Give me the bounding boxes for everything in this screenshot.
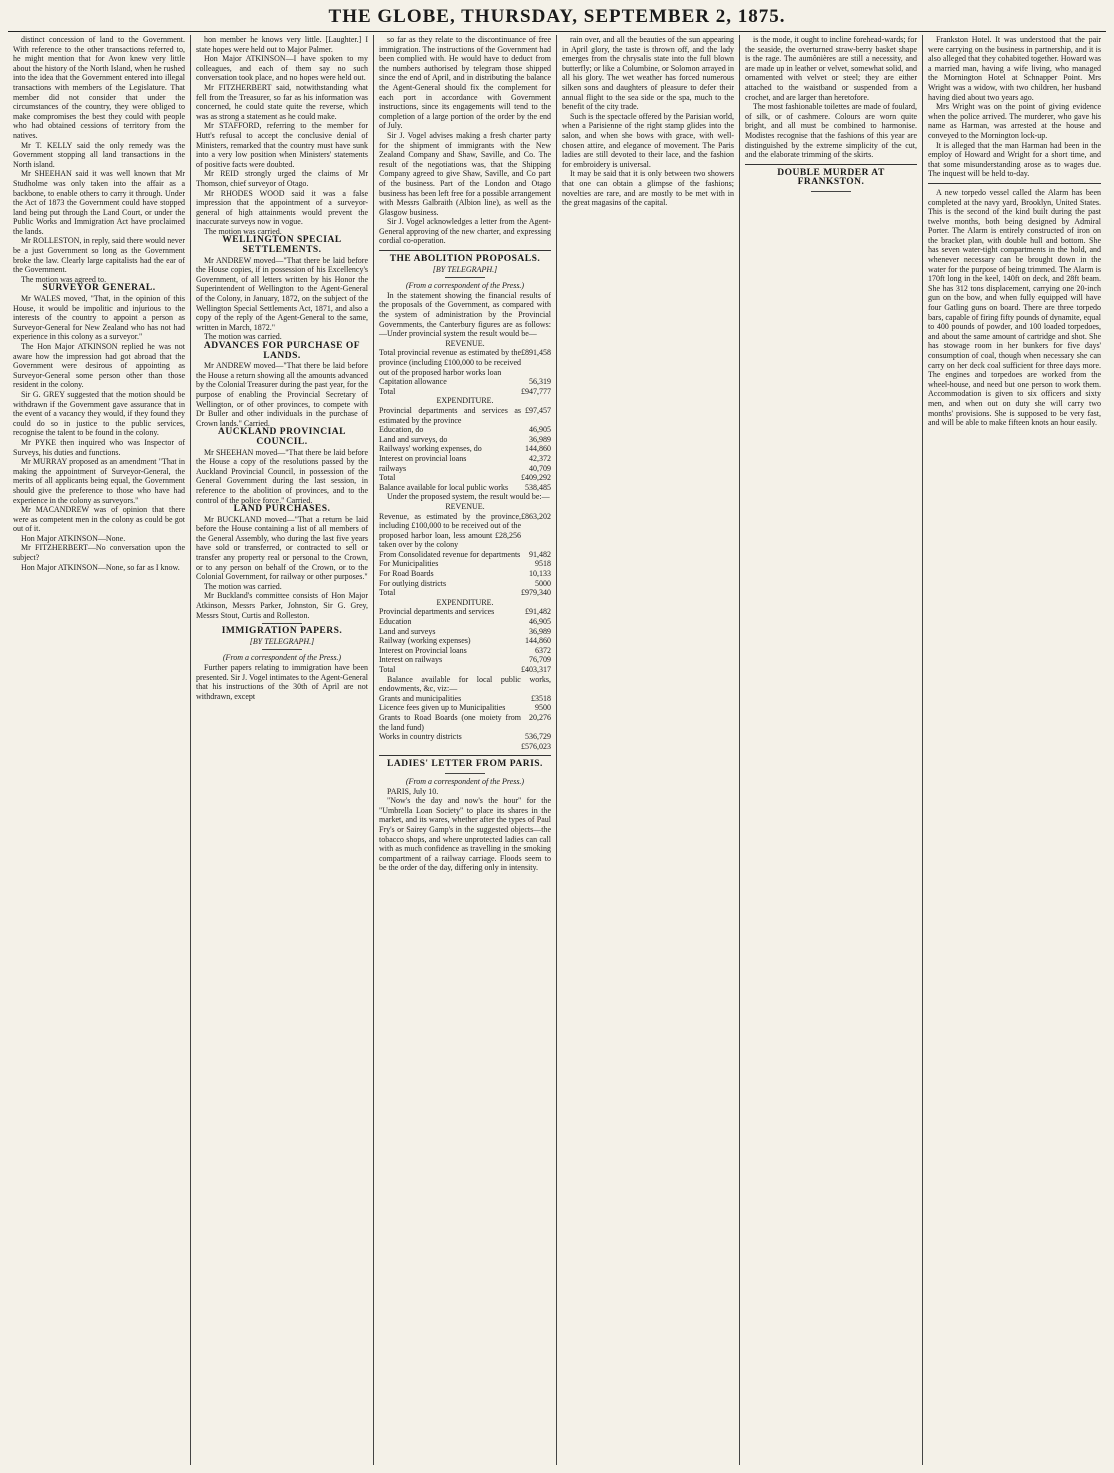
grants-table (379, 694, 551, 752)
table-row (379, 732, 551, 742)
row-amount: 36,989 (529, 434, 551, 444)
table-row (379, 646, 551, 656)
table-row (379, 464, 551, 474)
masthead-rule (8, 31, 1106, 32)
row-amount: 40,709 (529, 463, 551, 473)
paragraph: The most fashionable toilettes are made of foulard, of silk, or of cashmere. Colours are worn quite bright, and all must be combined to harmonise. Modistes recognise that the fashions of this year are distinguished by the extreme simplicity of the cut, and the elaborate trimming of the skirts. (745, 102, 917, 160)
section-heading: DOUBLE MURDER AT FRANKSTON. (777, 167, 885, 188)
table-row (379, 377, 551, 387)
paragraph: PARIS, July 10. (387, 786, 439, 796)
table-row (379, 454, 551, 464)
col3b-paragraphs (379, 291, 551, 339)
col1b-paragraphs (13, 294, 185, 572)
row-amount: £979,340 (521, 588, 551, 598)
col2d-paragraphs (196, 448, 368, 506)
row-label: Balance available for local public works (379, 482, 509, 492)
paragraph: Mr FITZHERBERT said, notwithstanding what fell from the Treasurer, so far as his information was concerned, he could state quite the reverse, which was as strong a statement as he could make. (196, 82, 368, 121)
row-label: Land and surveys, do (379, 434, 448, 444)
paragraph: Mr ANDREW moved—"That there be laid before the House a return showing all the amounts advanced by the Colonial Treasurer during the past year, for the purpose of enabling the Provincial Secretary of Wellington, or of other provinces, to compete with Dr Buller and other individuals in the purchase of Crown lands." Carried. (196, 361, 368, 428)
table-section-title: EXPENDITURE. (436, 597, 494, 607)
paragraph: Mr Buckland's committee consists of Hon Major Atkinson, Messrs Parker, Johnston, Sir G. Grey, Messrs Stout, Curtis and Rolleston. (196, 591, 368, 620)
column-2 (191, 35, 374, 1465)
table-row (379, 406, 551, 425)
col6b-paragraphs (928, 188, 1101, 428)
table-row (379, 655, 551, 665)
paragraph: The Hon Major ATKINSON replied he was not aware how the impression had got abroad that the Government were desirous of appointing as Surveyor-General some person other than those resident in the colony. (13, 342, 185, 390)
row-label: Licence fees given up to Municipalities (379, 703, 506, 713)
table-row (379, 348, 551, 377)
row-amount: 36,989 (529, 626, 551, 636)
table-row (379, 703, 551, 713)
table-section-title: REVENUE. (445, 501, 485, 511)
row-amount: £891,458 (521, 348, 551, 358)
column-6 (923, 35, 1106, 1465)
row-amount: 9518 (535, 559, 551, 569)
paragraph: Mr FITZHERBERT—No conversation upon the subject? (13, 543, 185, 563)
row-amount: 538,485 (525, 482, 551, 492)
expenditure-table (379, 406, 551, 492)
section-heading: SURVEYOR GENERAL. (42, 283, 156, 294)
table-row (379, 617, 551, 627)
table-row (379, 425, 551, 435)
row-label: For outlying districts (379, 578, 447, 588)
row-amount: £3518 (531, 693, 551, 703)
table-section-title: REVENUE. (445, 338, 485, 348)
paragraph: Mr BUCKLAND moved—"That a return be laid before the House containing a list of all members of the General Assembly, who during the last five years have sold or transferred, or contracted to sell or transfer any property real or personal to the Crown, or to any person on behalf of the Crown, or to the Colonial Government, for railway or other purposes." (196, 514, 368, 582)
section-heading: LADIES' LETTER FROM PARIS. (387, 759, 543, 770)
section-heading: WELLINGTON SPECIAL SETTLEMENTS. (222, 235, 342, 256)
section-heading: AUCKLAND PROVINCIAL COUNCIL. (218, 427, 346, 447)
paragraph: Mr MACANDREW was of opinion that there were as competent men in the colony as could be got out of it. (13, 505, 185, 534)
row-label: Interest on Provincial loans (379, 645, 467, 655)
row-amount: 56,319 (529, 377, 551, 387)
section-subheading: [BY TELEGRAPH.] (432, 264, 498, 274)
row-amount: £91,482 (525, 607, 551, 617)
section-heading: IMMIGRATION PAPERS. (221, 626, 343, 637)
column-1 (8, 35, 191, 1465)
row-label: Interest on railways (379, 655, 443, 665)
row-label: From Consolidated revenue for departments (379, 549, 521, 559)
row-label: Total (379, 588, 396, 598)
paragraph: The motion was agreed to. (21, 274, 107, 284)
row-amount: 76,709 (529, 655, 551, 665)
paragraph: Hon Major ATKINSON—None. (21, 533, 126, 543)
row-amount: 9500 (535, 703, 551, 713)
table-row (379, 473, 551, 483)
row-amount: 42,372 (529, 453, 551, 463)
paragraph: Further papers relating to immigration have been presented. Sir J. Vogel intimates to the Agent-General that his instructions of the 30th of April are not withdrawn, except (196, 663, 368, 701)
row-amount: 536,729 (525, 732, 551, 742)
col3-paragraphs (379, 35, 551, 246)
divider (745, 164, 917, 165)
row-label: Land and surveys (379, 626, 436, 636)
row-label: Provincial departments and services as estimated by the province (379, 405, 521, 425)
table-row (379, 483, 551, 493)
paragraph: A new torpedo vessel called the Alarm has been completed at the navy yard, Brooklyn, United States. This is the second of the kind built during the past twelve months, both being designed by Admiral Porter. The Alarm is entirely constructed of iron on the bracket plan, with double hull and bottom. She has seven water-tight compartments in the hold, and whenever necessary can be brought down in the water for the purpose of being trimmed. The Alarm is 170ft long in the keel, 140ft on deck, and 28ft beam. She has 312 tons displacement, carrying one 20-inch gun on the bow, and when fully equipped will have four Gatling guns on board. There are three torpedo bars, capable of firing fifty pounds of dynamite, equal to 400 pounds of powder, and 100 loaded torpedoes, and about the same amount of cartridge and shot. She has stowage room in her bunkers for five days' consumption of coal, though when necessary she can carry on her deck coal sufficient for three days more. The engines and torpedoes are worked from the wheel-house, and need but one person to work them. Accommodation is given to six officers and sixty men, and when out on duty she will carry two months' provisions. She is supposed to be very fast, and will be able to make fifteen knots an hour easily. (928, 187, 1101, 428)
section-heading: LAND PURCHASES. (233, 504, 331, 515)
row-label: Provincial departments and services (379, 607, 495, 617)
section-subheading: (From a correspondent of the Press.) (405, 281, 525, 291)
paragraph: Mrs Wright was on the point of giving evidence when the police arrived. The murderer, who gave his name as Harman, was arrested at the house and conveyed to the Mornington lock-up. (928, 102, 1101, 140)
row-label (379, 742, 521, 752)
paragraph: Mr SHEEHAN said it was well known that Mr Studholme was only taken into the affair as a backbone, to enable others to carry it through. Under the Act of 1873 the Government could have stopped land being put through the Land Court, or under the Public Works and Immigration Act have proclaimed the lands. (13, 169, 185, 236)
row-amount: £409,292 (521, 473, 551, 483)
paragraph: The motion was carried. (204, 226, 282, 236)
table-row (379, 588, 551, 598)
paragraph: Sir J. Vogel advises making a fresh charter party for the shipment of immigrants with the New Zealand Company and Shaw, Saville, and Co. The result of the negotiations was, that the Shipping Company agreed to give Shaw, Saville, and Co part of the business. Part of the London and Otago business has been left free for a possible arrangement with Messrs Galbraith (Albion line), as well as the Glasgow business. (379, 130, 551, 217)
column-3 (374, 35, 557, 1465)
paragraph: In the statement showing the financial results of the proposals of the Government, as compared with the system of administration by the Provincial Governments, the Canterbury figures are as follows:—Under provincial system the result would be— (379, 290, 551, 339)
divider (262, 649, 302, 650)
row-label: For Road Boards (379, 569, 434, 579)
table-row (379, 550, 551, 560)
paragraph: Mr MURRAY proposed as an amendment "That in making the appointment of Surveyor-General, the merits of all applicants being equal, the Government should give the preference to those who have had experience in the colony as surveyors." (13, 457, 185, 505)
paragraph: Such is the spectacle offered by the Parisian world, when a Parisienne of the right stamp glides into the salon, and when she bows with grace, with well-chosen attire, and elegance of movement. The Paris ladies are still devoted to their lace, and the fashion for embroidery is universal. (562, 111, 734, 169)
paragraph: Mr WALES moved, "That, in the opinion of this House, it would be impolitic and injurious to the interests of the country to appoint a person as Surveyor-General for New Zealand who has not had experience in this colony as a surveyor." (13, 294, 185, 342)
divider (811, 191, 851, 192)
row-label: Total (379, 386, 396, 396)
paragraph: Frankston Hotel. It was understood that the pair were carrying on the business in partnership, and it is also alleged that they cohabited together. Howard was a married man, having a wife living, who managed the Mornington Hotel at Schnapper Point. Mrs Wright was a widow, with two children, her husband having died about two years ago. (928, 35, 1101, 102)
col2e-paragraphs (196, 515, 368, 621)
paragraph: Mr ANDREW moved—"That there be laid before the House copies, if in possession of his Excellency's Government, of all letters written by his Honor the Superintendent of Wellington to the Agent-General of the Colony, in January, 1872, on the subject of the Wellington Special Settlements Act, 1871, and also a copy of the reply of the Agent-General to the same, written in March, 1872." (196, 255, 368, 332)
row-label: Interest on provincial loans (379, 453, 467, 463)
paragraph: hon member he knows very little. [Laughter.] I state hopes were held out to Major Palmer. (196, 35, 368, 54)
paragraph: Mr SHEEHAN moved—"That there be laid before the House a copy of the resolutions passed by the Auckland Provincial Council, in possession of the General Government during the last session, in reference to the abolition of provinces, and to the control of the police force." Carried. (196, 447, 368, 505)
paragraph: Balance available for local public works, endowments, &c, viz:— (379, 674, 551, 694)
row-amount: 6372 (535, 645, 551, 655)
row-label: Capitation allowance (379, 377, 447, 387)
table-row (379, 742, 551, 752)
row-label: Railway (working expenses) (379, 636, 471, 646)
row-label: railways (379, 463, 407, 473)
row-label: Education (379, 617, 412, 627)
paragraph: rain over, and all the beauties of the sun appearing in April glory, the taste is thrown off, and the lady emerges from the chrysalis state into the full blown butterfly; or like a Columbine, or Solomon arrayed in all his glory. The wet weather has forced numerous silken sons and daughters of pleasure to defer their annual flight to the sea side or the spa, much to the benefit of the city trade. (562, 35, 734, 112)
row-amount: £576,023 (521, 741, 551, 751)
section-heading: THE ABOLITION PROPOSALS. (389, 254, 541, 265)
paragraph: Mr T. KELLY said the only remedy was the Government stopping all land transactions in the North island. (13, 140, 185, 169)
row-label: Works in country districts (379, 732, 462, 742)
row-label: Total (379, 473, 396, 483)
section-heading: ADVANCES FOR PURCHASE OF LANDS. (203, 341, 361, 361)
table-row (379, 387, 551, 397)
col2c-paragraphs (196, 361, 368, 428)
paragraph: Hon Major ATKINSON—I have spoken to my colleagues, and each of them say no such conversation took place, and no hopes were held out. (196, 54, 368, 83)
row-amount: £863,202 (521, 511, 551, 521)
row-amount: 46,905 (529, 617, 551, 627)
paragraph: Mr REID strongly urged the claims of Mr Thomson, chief surveyor of Otago. (196, 169, 368, 188)
row-label: Grants and municipalities (379, 693, 462, 703)
col5-paragraphs (745, 35, 917, 160)
paragraph: is the mode, it ought to incline forehead-wards; for the seaside, the overturned straw-berry basket shape is the rage. The aumônières are still a necessity, and are made up in leather or velvet, somewhat solid, and ornamented with velvet or steel; they are either attached to the waistband or suspended from a crochet, and are larger than heretofore. (745, 35, 917, 102)
row-label: Education, do (379, 425, 424, 435)
divider (379, 250, 551, 251)
table-row (379, 694, 551, 704)
paragraph: Under the proposed system, the result would be:— (387, 492, 550, 502)
table-row (379, 579, 551, 589)
col2-paragraphs (196, 35, 368, 236)
row-amount: 5000 (535, 578, 551, 588)
row-amount: 46,905 (529, 425, 551, 435)
paragraph: It may be said that it is only between two showers that one can obtain a glimpse of the fashions; novelties are rare, and are mostly to be met with in the great magasins of the capital. (562, 169, 734, 208)
paragraph: Mr RHODES WOOD said it was a false impression that the appointment of a surveyor-general of high attainments would prevent the inaccurate surveys now in vogue. (196, 188, 368, 227)
row-label: Railways' working expenses, do (379, 444, 482, 454)
row-amount: 91,482 (529, 549, 551, 559)
paragraph: Hon Major ATKINSON—None, so far as I know. (21, 562, 180, 572)
row-label: For Municipalities (379, 559, 439, 569)
paragraph: Mr STAFFORD, referring to the member for Hutt's refusal to accept the conclusive denial of Ministers, remarked that the country must have sunk into a very low position when Ministers' statements of positive facts were doubted. (196, 121, 368, 169)
table-row (379, 559, 551, 569)
divider (445, 277, 485, 278)
table-row (379, 512, 551, 550)
paragraph: The motion was carried. (204, 581, 282, 591)
column-5 (740, 35, 923, 1465)
paragraph: Sir J. Vogel acknowledges a letter from the Agent-General approving of the new charter, and expressing cordial co-operation. (379, 217, 551, 246)
section-subheading: (From a correspondent of the Press.) (222, 653, 342, 663)
paragraph: "Now's the day and now's the hour" for the "Umbrella Loan Society" to place its shares in the market, and its wares, whether after the types of Paul Fry's or Sairey Gamp's in the suggested objects—the tobacco shops, and where unprotected ladies can call with as much confidence as travelling in the smoking compartment of a railway carriage. Floods seem to be the order of the day, differing only in intensity. (379, 796, 551, 873)
row-amount: 144,860 (525, 444, 551, 454)
table-row (379, 665, 551, 675)
divider (928, 183, 1101, 184)
revenue-table (379, 512, 551, 598)
paragraph: Mr PYKE then inquired who was Inspector of Surveys, his duties and functions. (13, 437, 185, 457)
revenue-table (379, 348, 551, 396)
table-row (379, 607, 551, 617)
row-amount: 20,276 (529, 712, 551, 722)
table-row (379, 627, 551, 637)
table-row (379, 569, 551, 579)
table-row (379, 713, 551, 732)
divider (379, 755, 551, 756)
masthead: THE GLOBE, THURSDAY, SEPTEMBER 2, 1875. (328, 6, 786, 27)
paragraph: It is alleged that the man Harman had been in the employ of Howard and Wright for a short time, and that some misunderstanding arose as to wages due. The inquest will be held to-day. (928, 140, 1101, 179)
paragraph: Mr ROLLESTON, in reply, said there would never be a just Government so long as the Government broke the law. Clearly large capitalists had the ear of the Government. (13, 236, 185, 275)
col2b-paragraphs (196, 256, 368, 342)
col6-paragraphs (928, 35, 1101, 179)
column-4 (557, 35, 740, 1465)
paragraph: so far as they relate to the discontinuance of free immigration. The instructions of the Government had been complied with. He would have to deduct from the numbers authorised by telegram those shipped since the end of April, and in distributing the balance the Agent-General should fix the complement for each port in accordance with Government instructions, since its engagements will tend to the completion of a large portion of the order by the end of July. (379, 35, 551, 131)
col2f-paragraphs (196, 663, 368, 701)
col1-paragraphs (13, 35, 185, 284)
divider (262, 623, 302, 624)
table-row (379, 636, 551, 646)
col4-paragraphs (562, 35, 734, 208)
section-subheading: [BY TELEGRAPH.] (249, 636, 315, 646)
row-label: Total provincial revenue as estimated by the province (including £100,000 to be received out of the proposed harbor works loan (379, 348, 521, 377)
table-row (379, 444, 551, 454)
row-label: Grants to Road Boards (one moiety from the land fund) (379, 712, 521, 732)
expenditure-table (379, 607, 551, 674)
row-label: Revenue, as estimated by the province, including £100,000 to be received out of the proposed harbor loan, less amount £28,256 taken over by the colony (379, 511, 521, 550)
row-amount: £97,457 (525, 405, 551, 415)
table-row (379, 435, 551, 445)
row-label: Total (379, 665, 396, 674)
columns (8, 35, 1106, 1465)
row-amount: £947,777 (521, 386, 551, 396)
row-amount: 10,133 (529, 569, 551, 579)
paragraph: Sir G. GREY suggested that the motion should be withdrawn if the Government gave assurance that in the event of a vacancy they would, if they found they could do so in justice to the public services, recognise the talent to be found in the colony. (13, 389, 185, 438)
row-amount: 144,860 (525, 636, 551, 646)
section-subheading: (From a correspondent of the Press.) (405, 776, 525, 786)
paragraph: distinct concession of land to the Government. With reference to the other transactions referred to, he might mention that for Avon knew very little about the history of the North Island, when he rushed into the idea that the Government entered into illegal transactions with members of the Legislature. That member did not consider that under the circumstances of the country, they were obliged to make compromises the best they could with people who had obtained cessions of territory from the natives. (13, 35, 185, 140)
col3e-paragraphs (379, 787, 551, 873)
table-section-title: EXPENDITURE. (436, 396, 494, 406)
paragraph: The motion was carried. (204, 332, 282, 342)
divider (445, 773, 485, 774)
row-amount: £403,317 (521, 665, 551, 674)
